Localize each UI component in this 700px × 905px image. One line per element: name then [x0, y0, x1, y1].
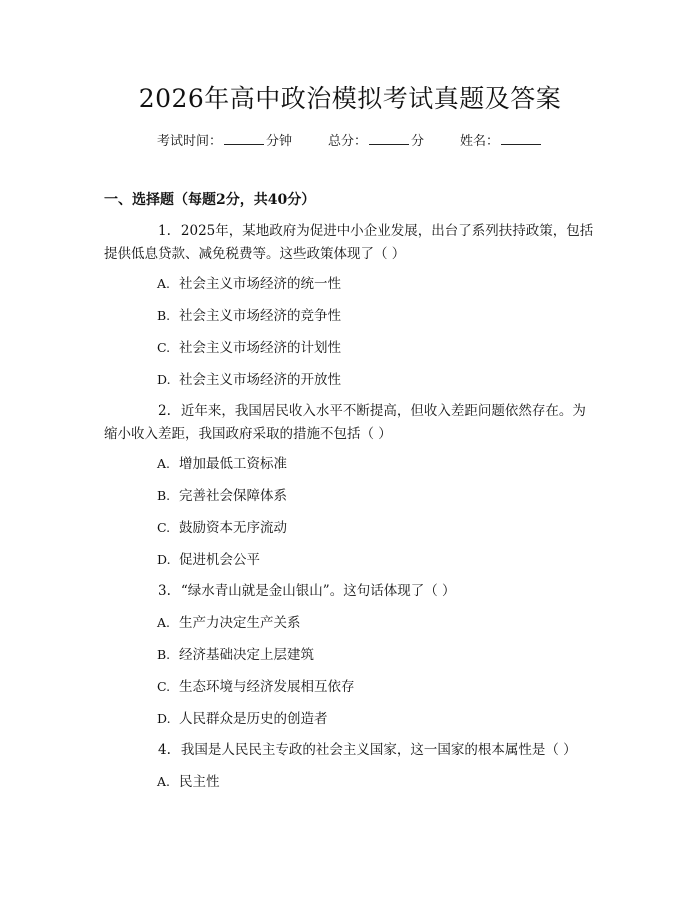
question-text: “绿水青山就是金山银山”。这句话体现了（ ）: [180, 583, 456, 599]
option-text: 人民群众是历史的创造者: [179, 711, 328, 727]
option-letter: A.: [157, 615, 171, 630]
question-3-option-c: [157, 677, 355, 697]
option-letter: A.: [157, 276, 171, 291]
exam-info-row: [0, 130, 700, 152]
exam-time-label: 考试时间：: [156, 134, 222, 149]
question-4-option-a: [157, 772, 220, 792]
option-letter: D.: [157, 552, 171, 567]
page-title: 2026年高中政治模拟考试真题及答案: [138, 84, 562, 113]
total-score-blank: [369, 130, 409, 145]
exam-time-blank: [224, 130, 264, 145]
question-2-option-a: [157, 454, 287, 474]
option-text: 生态环境与经济发展相互依存: [179, 679, 355, 695]
section-heading: 一、选择题（每题2分，共40分）: [104, 192, 316, 208]
option-letter: B.: [157, 647, 171, 662]
question-1: [104, 220, 596, 266]
question-number: 1.: [158, 223, 171, 239]
question-2-option-c: [157, 518, 287, 538]
option-letter: D.: [157, 372, 171, 387]
question-number: 2.: [158, 403, 171, 419]
option-text: 社会主义市场经济的计划性: [179, 340, 341, 356]
option-letter: A.: [157, 774, 171, 789]
exam-time-unit: 分钟: [265, 134, 292, 149]
option-text: 增加最低工资标准: [179, 456, 287, 472]
option-letter: C.: [157, 520, 171, 535]
total-score-unit: 分: [411, 134, 425, 149]
question-2: [104, 400, 596, 446]
question-number: 4.: [158, 742, 171, 758]
option-text: 经济基础决定上层建筑: [179, 647, 314, 663]
option-letter: D.: [157, 711, 171, 726]
question-3-option-b: [157, 645, 314, 665]
option-text: 完善社会保障体系: [179, 488, 287, 504]
question-1-option-d: [157, 370, 341, 390]
option-text: 社会主义市场经济的统一性: [179, 276, 341, 292]
question-1-option-c: [157, 338, 341, 358]
question-1-option-a: [157, 274, 341, 294]
option-letter: A.: [157, 456, 171, 471]
question-4: [104, 739, 596, 762]
option-text: 社会主义市场经济的开放性: [179, 372, 341, 388]
total-score-label: 总分：: [327, 134, 367, 149]
option-letter: C.: [157, 340, 171, 355]
option-text: 促进机会公平: [179, 552, 260, 568]
option-text: 民主性: [179, 774, 220, 790]
student-name-field: [460, 130, 543, 152]
option-letter: B.: [157, 488, 171, 503]
question-1-option-b: [157, 306, 341, 326]
total-score-field: [328, 130, 424, 152]
student-name-blank: [501, 130, 541, 145]
question-text: 2025年，某地政府为促进中小企业发展，出台了系列扶持政策，包括提供低息贷款、减免税费等。这些政策体现了（ ）: [104, 223, 594, 262]
option-text: 鼓励资本无序流动: [179, 520, 287, 536]
option-letter: B.: [157, 308, 171, 323]
option-letter: C.: [157, 679, 171, 694]
question-3-option-a: [157, 613, 301, 633]
exam-time-field: [157, 130, 292, 152]
question-3: [104, 580, 596, 603]
question-2-option-b: [157, 486, 287, 506]
question-text: 近年来，我国居民收入水平不断提高，但收入差距问题依然存在。为缩小收入差距，我国政府采取的措施不包括（ ）: [104, 403, 586, 442]
student-name-label: 姓名：: [460, 134, 500, 149]
question-2-option-d: [157, 550, 260, 570]
question-3-option-d: [157, 709, 328, 729]
option-text: 生产力决定生产关系: [179, 615, 301, 631]
question-text: 我国是人民民主专政的社会主义国家，这一国家的根本属性是（ ）: [180, 742, 577, 758]
question-number: 3.: [158, 583, 171, 599]
option-text: 社会主义市场经济的竞争性: [179, 308, 341, 324]
